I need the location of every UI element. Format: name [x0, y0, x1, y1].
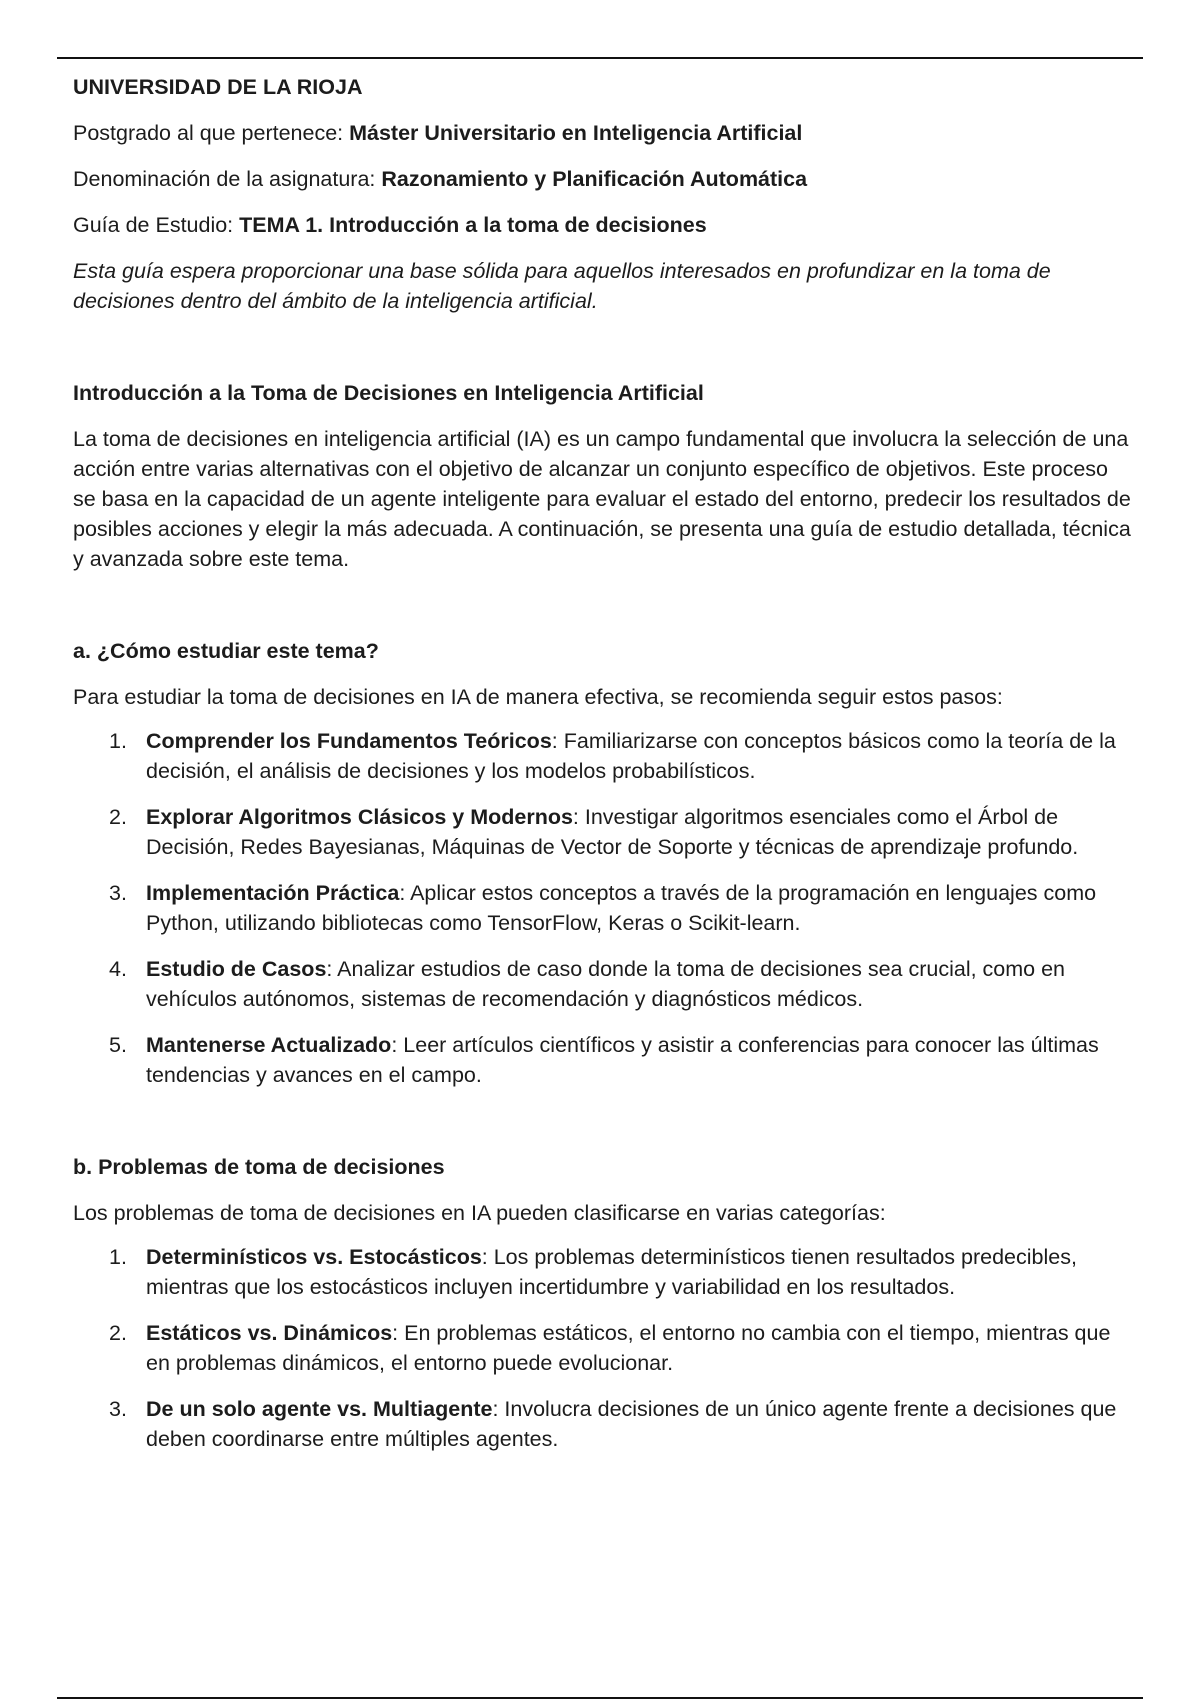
- list-item-text: : Los problemas determinísticos tienen resultados predecibles, mientras que los estocásticos incluyen incertidumbre y variabilidad en los resultados.: [146, 1245, 1077, 1299]
- postgrado-label: Postgrado al que pertenece:: [73, 121, 350, 145]
- list-item: [73, 726, 1133, 786]
- list-item-term: Explorar Algoritmos Clásicos y Modernos: [146, 805, 573, 829]
- list-item-term: Mantenerse Actualizado: [146, 1033, 392, 1057]
- bottom-rule: [57, 1697, 1143, 1699]
- list-item-text: : Analizar estudios de caso donde la toma de decisiones sea crucial, como en vehículos autónomos, sistemas de recomendación y diagnósticos médicos.: [146, 957, 1066, 1011]
- intro-section-title: Introducción a la Toma de Decisiones en Inteligencia Artificial: [73, 381, 704, 405]
- guia-label: Guía de Estudio:: [73, 213, 240, 237]
- list-item-number: 2.: [109, 1321, 127, 1345]
- list-item-number: 1.: [109, 729, 127, 753]
- list-item: [73, 1242, 1133, 1302]
- list-item-term: De un solo agente vs. Multiagente: [146, 1397, 493, 1421]
- list-item: [73, 802, 1133, 862]
- list-item-number: 4.: [109, 957, 127, 981]
- list-item-number: 1.: [109, 1245, 127, 1269]
- list-item-number: 3.: [109, 881, 127, 905]
- list-item: [73, 954, 1133, 1014]
- list-item-term: Implementación Práctica: [146, 881, 400, 905]
- university-name: UNIVERSIDAD DE LA RIOJA: [73, 75, 363, 99]
- asignatura-label: Denominación de la asignatura:: [73, 167, 382, 191]
- section-b-lead: Los problemas de toma de decisiones en IA pueden clasificarse en varias categorías:: [73, 1201, 886, 1225]
- intro-italic: Esta guía espera proporcionar una base sólida para aquellos interesados en profundizar en la toma de decisiones dentro del ámbito de la inteligencia artificial.: [73, 259, 1051, 313]
- asignatura-value: Razonamiento y Planificación Automática: [381, 167, 808, 191]
- asignatura-line: [73, 164, 1133, 194]
- list-item-term: Estáticos vs. Dinámicos: [146, 1321, 393, 1345]
- list-item-term: Determinísticos vs. Estocásticos: [146, 1245, 482, 1269]
- list-item: [73, 1030, 1133, 1090]
- guia-value: TEMA 1. Introducción a la toma de decisiones: [239, 213, 707, 237]
- list-item-number: 5.: [109, 1033, 127, 1057]
- section-b-title: b. Problemas de toma de decisiones: [73, 1155, 445, 1179]
- list-item-text: : Involucra decisiones de un único agente frente a decisiones que deben coordinarse entre múltiples agentes.: [146, 1397, 1117, 1451]
- section-a-list: [73, 726, 1133, 1090]
- list-item-number: 3.: [109, 1397, 127, 1421]
- postgrado-line: [73, 118, 1133, 148]
- list-item-text: : Familiarizarse con conceptos básicos como la teoría de la decisión, el análisis de decisiones y los modelos probabilísticos.: [146, 729, 1116, 783]
- list-item-number: 2.: [109, 805, 127, 829]
- section-b-list: [73, 1242, 1133, 1454]
- list-item-text: : Aplicar estos conceptos a través de la programación en lenguajes como Python, utilizando bibliotecas como TensorFlow, Keras o Scikit-learn.: [146, 881, 1097, 935]
- section-a-lead: Para estudiar la toma de decisiones en IA de manera efectiva, se recomienda seguir estos pasos:: [73, 685, 1003, 709]
- list-item-text: : En problemas estáticos, el entorno no cambia con el tiempo, mientras que en problemas dinámicos, el entorno puede evolucionar.: [146, 1321, 1111, 1375]
- list-item-term: Estudio de Casos: [146, 957, 327, 981]
- guia-line: [73, 210, 1133, 240]
- list-item: [73, 1318, 1133, 1378]
- section-a-title: a. ¿Cómo estudiar este tema?: [73, 639, 379, 663]
- list-item-term: Comprender los Fundamentos Teóricos: [146, 729, 552, 753]
- list-item-text: : Investigar algoritmos esenciales como el Árbol de Decisión, Redes Bayesianas, Máquinas de Vector de Soporte y técnicas de aprendizaje profundo.: [146, 805, 1079, 859]
- list-item-text: : Leer artículos científicos y asistir a conferencias para conocer las últimas tendencias y avances en el campo.: [146, 1033, 1099, 1087]
- intro-section-paragraph: La toma de decisiones en inteligencia artificial (IA) es un campo fundamental que involucra la selección de una acción entre varias alternativas con el objetivo de alcanzar un conjunto específico de objetivos. Este proceso se basa en la capacidad de un agente inteligente para evaluar el estado del entorno, predecir los resultados de posibles acciones y elegir la más adecuada. A continuación, se presenta una guía de estudio detallada, técnica y avanzada sobre este tema.: [73, 427, 1131, 571]
- list-item: [73, 1394, 1133, 1454]
- document-body: [73, 72, 1133, 1516]
- postgrado-value: Máster Universitario en Inteligencia Artificial: [349, 121, 803, 145]
- top-rule: [57, 57, 1143, 59]
- list-item: [73, 878, 1133, 938]
